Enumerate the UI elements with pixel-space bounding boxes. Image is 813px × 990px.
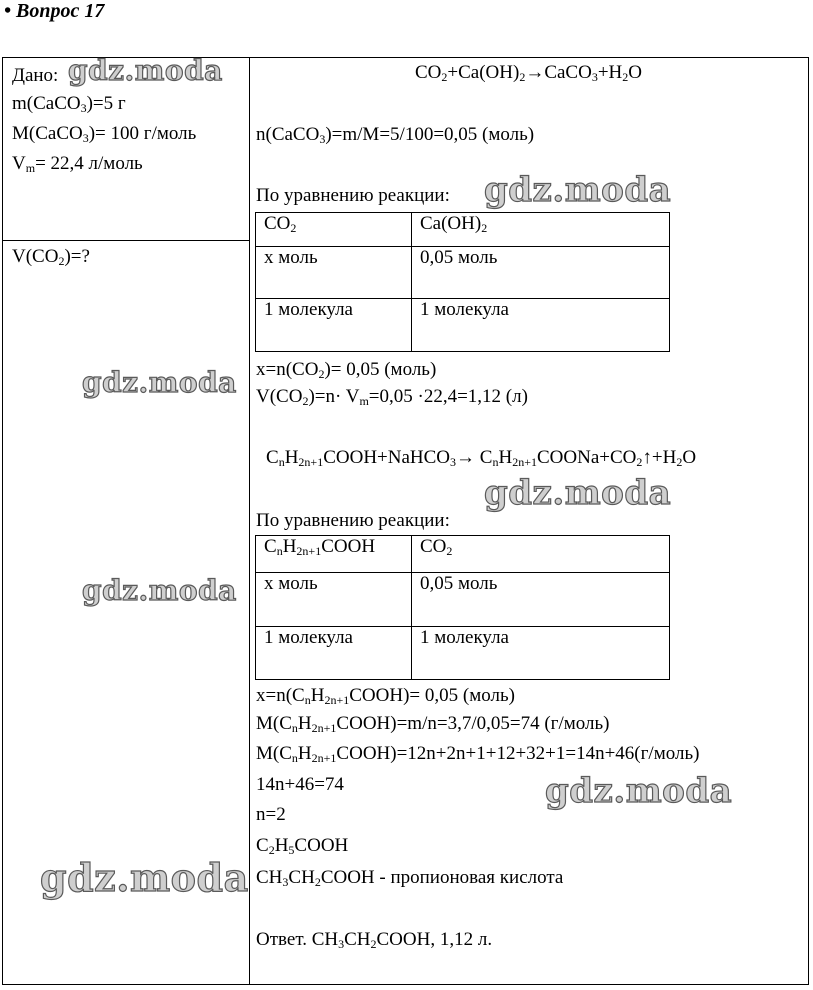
table2-header-co2: $CO_2$ xyxy=(412,536,670,573)
table1-header-co2: $CO_2$ xyxy=(256,213,412,247)
table1-header-caoh2: $Ca(OH)_2$ xyxy=(412,213,670,247)
table2-cell: 0,05 моль xyxy=(412,573,670,627)
given-mass: m(CaCO$_3$)=5 г xyxy=(12,93,126,115)
table2-cell: x моль xyxy=(256,573,412,627)
ratio-table-1 xyxy=(255,212,670,352)
formula-c2h5cooh: $C_2H_5COOH$ xyxy=(256,835,349,857)
volume-calculation: $V(CO_2)=n\cdot V_m=0,05 \cdot 22,4=1,12$ (л) xyxy=(256,386,528,408)
table1-cell: x моль xyxy=(256,247,412,299)
by-reaction-label-2: По уравнению реакции: xyxy=(256,510,450,531)
table2-cell: 1 молекула xyxy=(412,627,670,680)
given-label: Дано: xyxy=(12,65,59,86)
table1-cell: 1 молекула xyxy=(256,299,412,352)
by-reaction-label-1: По уравнению реакции: xyxy=(256,185,450,206)
given-find-divider xyxy=(2,240,250,241)
watermark-logo: gdz.moda xyxy=(484,170,672,210)
amount-calculation: n(CaCO$_3$)=m/M=5/100=0,05 (моль) xyxy=(256,124,535,146)
table1-cell: 1 молекула xyxy=(412,299,670,352)
table1-cell: 0,05 моль xyxy=(412,247,670,299)
given-molar-volume: $V_m= 22,4$ л/моль xyxy=(12,153,143,175)
column-divider xyxy=(249,57,250,985)
molar-mass-calc-1: $M(C_nH_{2n+1}COOH)=m/n=3,7/0,05=74$ (г/моль) xyxy=(256,713,610,735)
acid-name: $CH_3CH_2COOH$ - пропионовая кислота xyxy=(256,867,564,889)
ratio-table-2 xyxy=(255,535,670,680)
table2-cell: 1 молекула xyxy=(256,627,412,680)
x-value-1: $x=n(CO_2)= 0,05$ (моль) xyxy=(256,359,437,381)
reaction-equation-2: $C_nH_{2n+1}COOH+NaHCO_3\to$ $C_nH_{2n+1}COONa+CO_2↑+H_2O$ xyxy=(266,447,697,469)
question-title: • Вопрос 17 xyxy=(4,0,105,22)
find-volume: $V(CO_2)=$? xyxy=(12,246,90,268)
watermark-logo: gdz.moda xyxy=(484,473,672,513)
given-molar-mass: M(CaCO$_3$)= 100 г/моль xyxy=(12,123,197,145)
answer: Ответ. $CH_3CH_2COOH$, 1,12 л. xyxy=(256,929,493,951)
molar-mass-calc-2: $M(C_nH_{2n+1}COOH)=12n+2n+1+12+32+1=14n+46(г/моль)$ xyxy=(256,743,700,765)
watermark-logo: gdz.moda xyxy=(545,771,733,811)
watermark-logo: gdz.moda xyxy=(82,366,237,399)
equation-14n: 14n+46=74 xyxy=(256,774,344,795)
x-value-2: $x=n(C_nH_{2n+1}COOH)= 0,05$ (моль) xyxy=(256,685,515,707)
watermark-logo: gdz.moda xyxy=(82,574,237,607)
reaction-equation-1: $CO_2+Ca(OH)_2\to CaCO_3+H_2O$ xyxy=(415,62,642,84)
table2-header-acid: $C_nH_{2n+1}COOH$ xyxy=(256,536,412,573)
watermark-logo: gdz.moda xyxy=(40,855,249,900)
n-value: n=2 xyxy=(256,804,286,825)
watermark-logo: gdz.moda xyxy=(68,54,223,87)
